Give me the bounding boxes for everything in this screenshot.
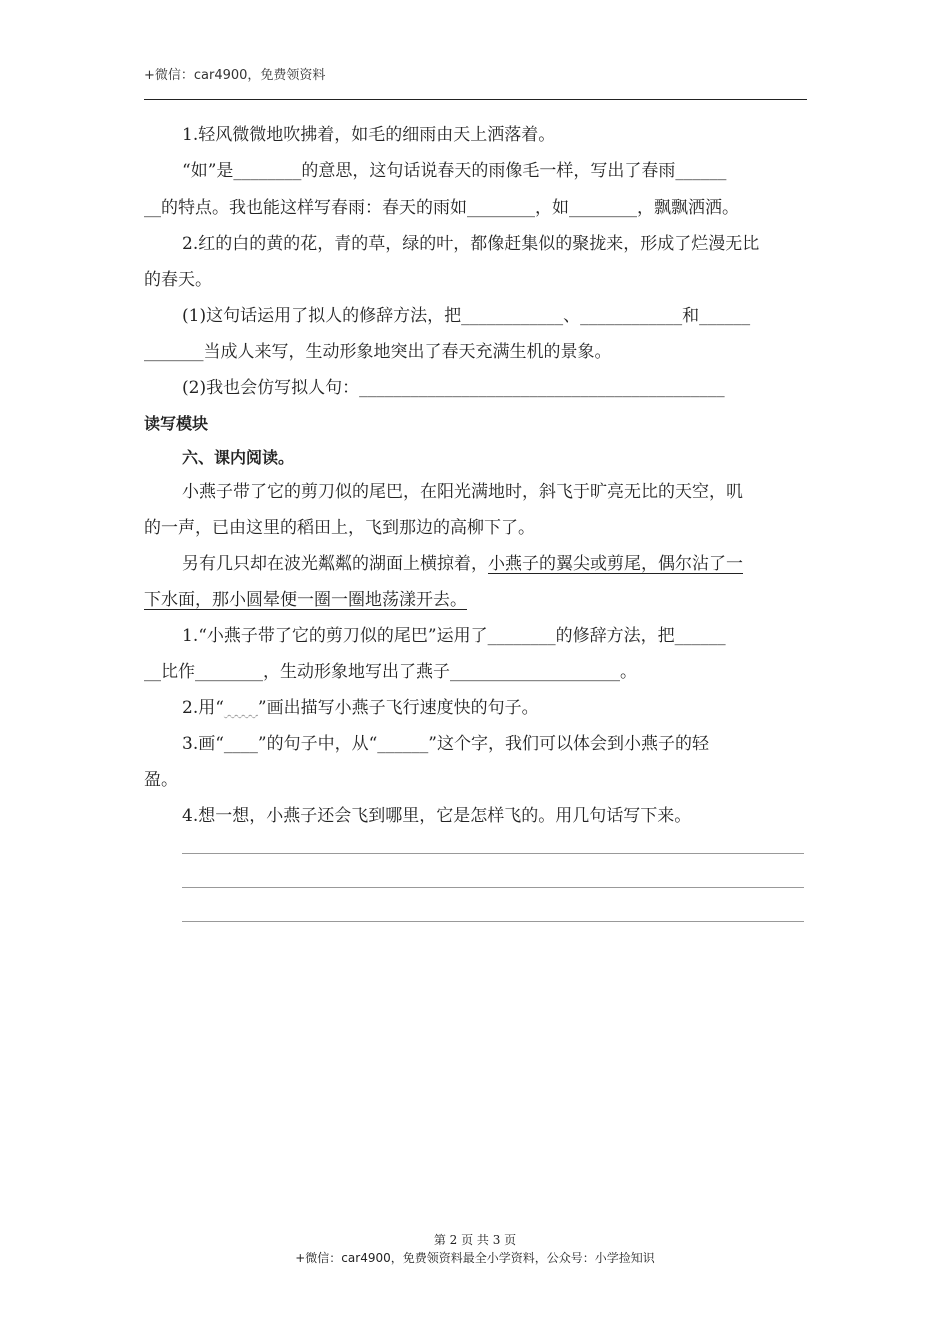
answer-line-3[interactable]: [182, 921, 804, 922]
page-header: +微信：car4900，免费领资料: [144, 68, 326, 83]
footer-note: +微信：car4900，免费领资料最全小学资料，公众号：小学捡知识: [295, 1251, 655, 1265]
reading-question-3-line-2: 盈。: [144, 770, 178, 790]
reading-question-4: 4.想一想，小燕子还会飞到哪里，它是怎样飞的。用几句话写下来。: [182, 806, 692, 826]
passage-paragraph-2: [182, 553, 807, 575]
question-1: 1.轻风微微地吹拂着，如毛的细雨由天上洒落着。: [182, 125, 556, 145]
passage-paragraph-1: 小燕子带了它的剪刀似的尾巴，在阳光满地时，斜飞于旷亮无比的天空，叽: [182, 482, 743, 502]
reading-question-3: 3.画“____”的句子中，从“______”这个字，我们可以体会到小燕子的轻: [182, 734, 709, 754]
q2-prefix: 2.用“: [182, 698, 224, 718]
answer-line-1[interactable]: [182, 853, 804, 854]
question-1-line-2: “如”是________的意思，这句话说春天的雨像毛一样，写出了春雨______: [182, 161, 727, 181]
question-2: 2.红的白的黄的花，青的草，绿的叶，都像赶集似的聚拢来，形成了烂漫无比: [182, 234, 760, 254]
question-1-line-3: __的特点。我也能这样写春雨：春天的雨如________，如________，飘飘洒洒。: [144, 198, 739, 218]
section-title: 读写模块: [144, 414, 209, 433]
reading-question-1-line-2: __比作________，生动形象地写出了燕子____________________。: [144, 662, 637, 682]
passage-paragraph-2-line-2: [144, 589, 807, 611]
question-2-sub-1-line-2: _______当成人来写，生动形象地突出了春天充满生机的景象。: [144, 342, 612, 362]
underlined-sentence: 小燕子的翼尖或剪尾，偶尔沾了一: [488, 554, 743, 574]
underlined-sentence-end: 下水面，那小圆晕便一圈一圈地荡漾开去。: [144, 590, 467, 610]
question-2-sub-1: (1)这句话运用了拟人的修辞方法，把____________、____________和______: [182, 306, 751, 326]
page-number: 第 2 页 共 3 页: [433, 1233, 517, 1247]
passage-text: 另有几只却在波光粼粼的湖面上横掠着，: [182, 554, 488, 574]
part-6-title: 六、课内阅读。: [182, 448, 295, 467]
q2-suffix: ”画出描写小燕子飞行速度快的句子。: [257, 698, 539, 718]
reading-question-2: [182, 697, 807, 719]
header-divider: [144, 99, 807, 100]
answer-line-2[interactable]: [182, 887, 804, 888]
wavy-line-mark: ____: [223, 698, 258, 718]
question-2-sub-2: (2)我也会仿写拟人句：___________________________________________: [182, 378, 725, 398]
reading-question-1: 1.“小燕子带了它的剪刀似的尾巴”运用了________的修辞方法，把______: [182, 626, 726, 646]
passage-paragraph-1-line-2: 的一声，已由这里的稻田上，飞到那边的高柳下了。: [144, 518, 535, 538]
question-2-line-2: 的春天。: [144, 270, 212, 290]
